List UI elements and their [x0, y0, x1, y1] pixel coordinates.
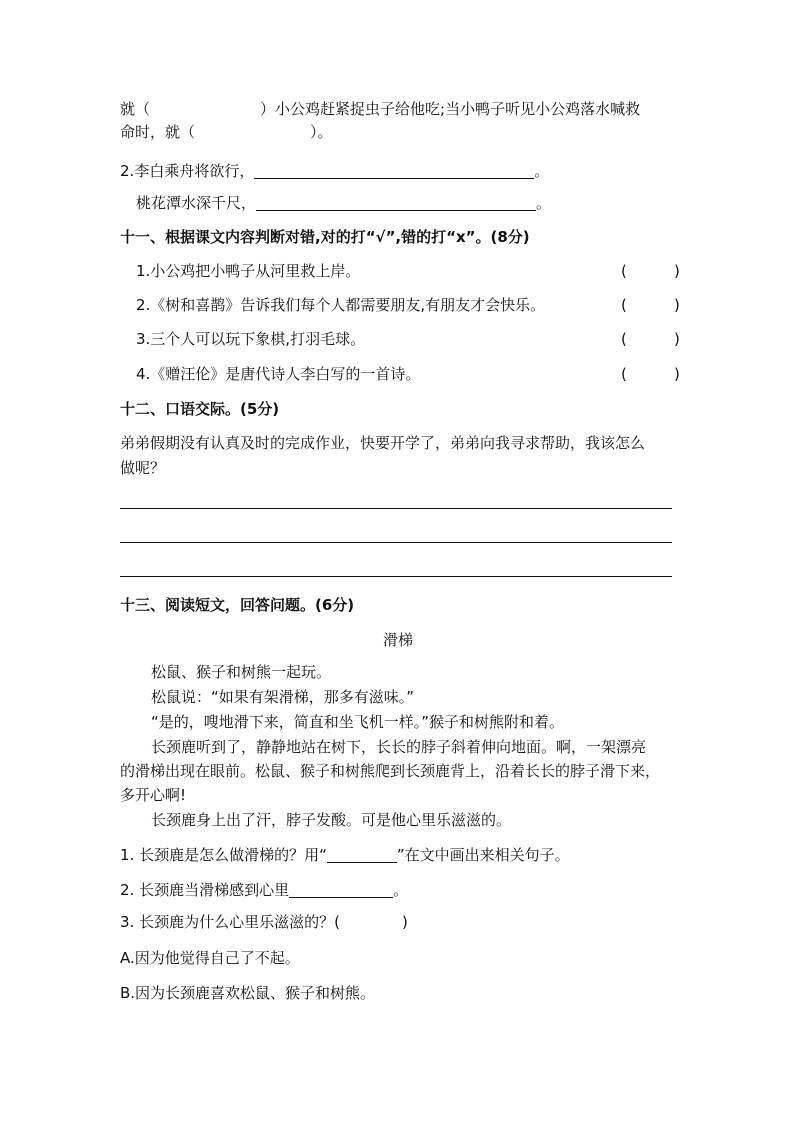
- poem-end-mark-1: 。: [534, 162, 550, 180]
- judge-item-1-close: ): [674, 262, 680, 280]
- judge-item-4: 4.《赠汪伦》是唐代诗人李白写的一首诗。: [136, 365, 421, 383]
- judge-item-2: 2.《树和喜鹊》告诉我们每个人都需要朋友,有朋友才会快乐。: [136, 296, 546, 314]
- judge-item-2-open[interactable]: (: [621, 296, 627, 314]
- fill-sentence-start: 就（: [120, 100, 151, 118]
- poem-line2-prefix: 桃花潭水深千尺，: [136, 194, 257, 212]
- answer-line-3[interactable]: [120, 576, 672, 577]
- judge-item-3: 3.三个人可以玩下象棋,打羽毛球。: [136, 330, 366, 348]
- fill-sentence-end: ）。: [310, 123, 333, 141]
- section12-prompt-1: 弟弟假期没有认真及时的完成作业，快要开学了，弟弟向我寻求帮助，我该怎么: [120, 434, 646, 452]
- question-3-close: ): [401, 913, 408, 931]
- question-2: [120, 880, 408, 900]
- fill-sentence-rest: ）小公鸡赶紧捉虫子给他吃;当小鸭子听见小公鸡落水喊救: [260, 100, 641, 118]
- poem-end-mark-2: 。: [536, 194, 552, 212]
- judge-item-3-close: ): [674, 330, 680, 348]
- judge-item-4-close: ): [674, 365, 680, 383]
- question-1: [120, 845, 570, 865]
- question-2-start: 2. 长颈鹿当滑梯感到心里: [120, 881, 290, 899]
- judge-item-1: 1.小公鸡把小鸭子从河里救上岸。: [136, 262, 361, 280]
- story-paragraph: 松鼠说：“如果有架滑梯，那多有滋味。”: [151, 688, 415, 706]
- story-paragraph: 长颈鹿听到了，静静地站在树下，长长的脖子斜着伸向地面。啊，一架漂亮: [151, 738, 647, 756]
- question-3-text: 3. 长颈鹿为什么心里乐滋滋的？(: [120, 913, 340, 931]
- section12-prompt-2: 做呢？: [120, 459, 166, 477]
- judge-item-4-open[interactable]: (: [621, 365, 627, 383]
- story-paragraph: “是的，嗖地滑下来，简直和坐飞机一样。”猴子和树熊附和着。: [151, 713, 565, 731]
- poem-line-1: [120, 161, 549, 181]
- poem-line-2: [136, 193, 551, 213]
- question-3: [120, 912, 408, 932]
- story-paragraph: 多开心啊!: [120, 786, 187, 804]
- fill-sentence-line1: [120, 99, 640, 119]
- question-2-blank[interactable]: [289, 882, 393, 898]
- section13-title: 十三、阅读短文，回答问题。(6分): [120, 596, 355, 614]
- question-1-underline-sample: [327, 847, 397, 863]
- story-paragraph: 松鼠、猴子和树熊一起玩。: [151, 663, 332, 681]
- section11-title: 十一、根据课文内容判断对错,对的打“√”,错的打“x”。(8分): [120, 228, 530, 246]
- story-title: 滑梯: [383, 631, 414, 649]
- judge-item-2-close: ): [674, 296, 680, 314]
- question-2-end: 。: [393, 881, 409, 899]
- answer-line-2[interactable]: [120, 542, 672, 543]
- poem-blank-1[interactable]: [254, 163, 534, 179]
- answer-line-1[interactable]: [120, 508, 672, 509]
- option-a: A.因为他觉得自己了不起。: [120, 949, 300, 967]
- fill-sentence-line2: [120, 122, 333, 142]
- judge-item-1-open[interactable]: (: [621, 262, 627, 280]
- question-1-end: ”在文中画出来相关句子。: [396, 846, 570, 864]
- option-b: B.因为长颈鹿喜欢松鼠、猴子和树熊。: [120, 984, 376, 1002]
- poem-line1-prefix: 李白乘舟将欲行，: [134, 162, 255, 180]
- fill-sentence-start-2: 命时，就（: [120, 123, 196, 141]
- story-paragraph: 的滑梯出现在眼前。松鼠、猴子和树熊爬到长颈鹿背上，沿着长长的脖子滑下来，: [120, 762, 661, 780]
- story-paragraph: 长颈鹿身上出了汗，脖子发酸。可是他心里乐滋滋的。: [151, 811, 512, 829]
- section12-title: 十二、口语交际。(5分): [120, 400, 280, 418]
- judge-item-3-open[interactable]: (: [621, 330, 627, 348]
- poem-blank-2[interactable]: [256, 195, 536, 211]
- poem-question-number: 2.: [120, 162, 135, 180]
- question-1-start: 1. 长颈鹿是怎么做滑梯的？用“: [120, 846, 327, 864]
